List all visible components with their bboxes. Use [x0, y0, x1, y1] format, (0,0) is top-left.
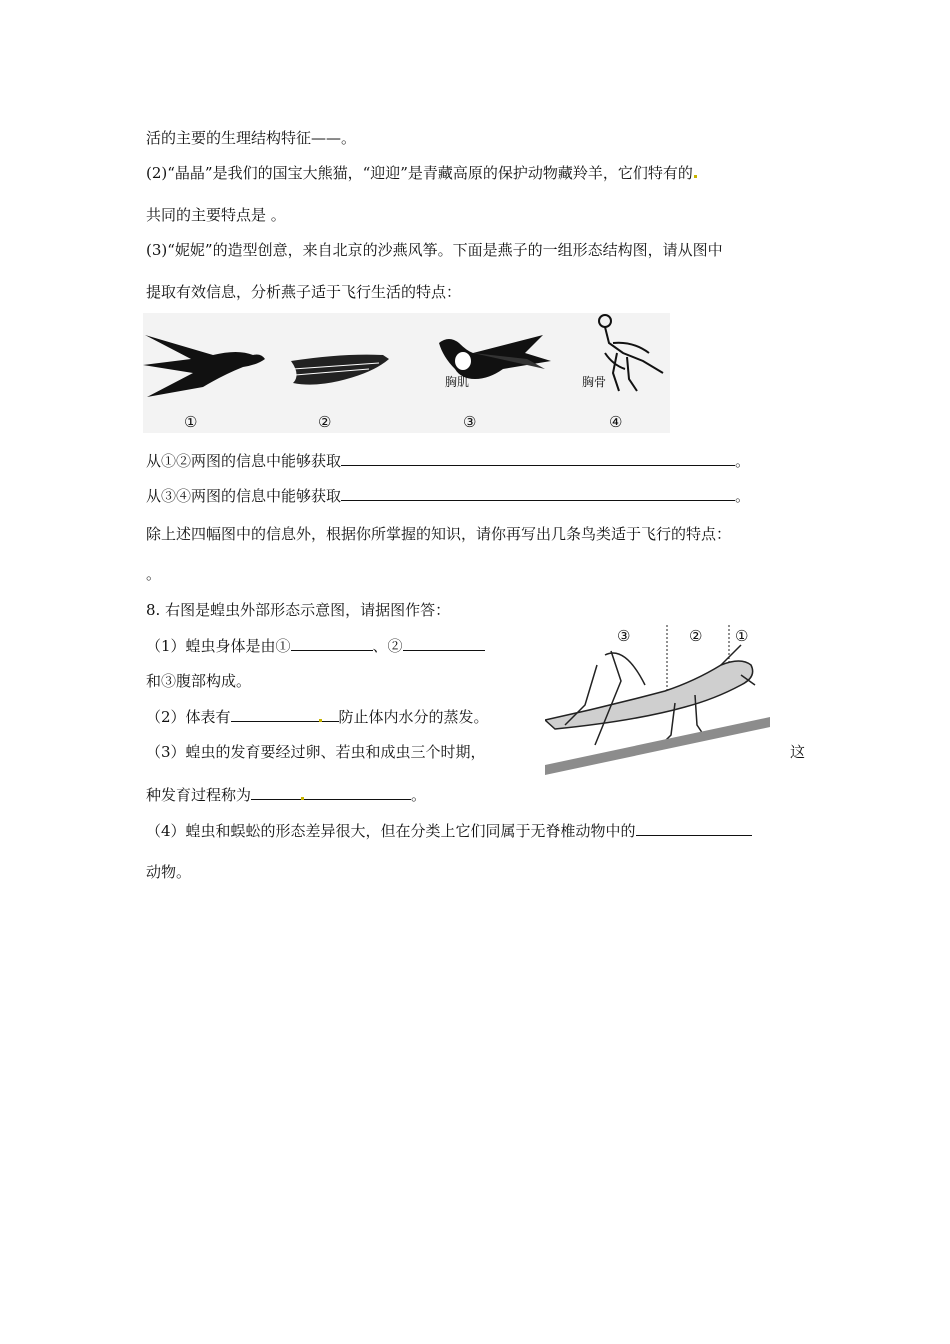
development-blank[interactable] [251, 785, 411, 800]
fig-label-thorax: ② [689, 627, 703, 645]
q7-line-9: 。 [146, 565, 162, 583]
q8-part-1 [146, 636, 485, 656]
q8-part-3-end: 这 [790, 743, 806, 761]
fig-label-head: ① [735, 627, 749, 645]
q8-part-3: （3）蝗虫的发育要经过卵、若虫和成虫三个时期， [146, 743, 486, 761]
grasshopper-figure [545, 625, 770, 775]
q7-line-1: 活的主要的生理结构特征——。 [146, 129, 357, 147]
q8-part-1-cont: 和③腹部构成。 [146, 672, 252, 690]
q7-answer-2 [146, 486, 750, 506]
q7-line-8: 除上述四幅图中的信息外，根据你所掌握的知识，请你再写出几条鸟类适于飞行的特点： [146, 525, 732, 543]
exoskeleton-blank[interactable] [231, 707, 339, 722]
fig-label-3: ③ [463, 413, 477, 431]
q8-part-3-cont [146, 785, 426, 805]
q8-part-2-text-b: 防止体内水分的蒸发。 [338, 708, 489, 726]
q7-answer-1-end: 。 [735, 452, 751, 470]
q8-part-3-text-c: 种发育过程称为 [146, 786, 252, 804]
mark-dot [319, 719, 322, 722]
q8-part-4-text-a: （4）蝗虫和蜈蚣的形态差异很大，但在分类上它们同属于无脊椎动物中的 [146, 822, 636, 840]
q8-part-1-text-a: （1）蝗虫身体是由① [146, 637, 291, 655]
fig-label-1: ① [184, 413, 198, 431]
skeleton-icon [599, 315, 663, 391]
mark-dot [694, 175, 697, 178]
q7-answer-1 [146, 451, 750, 471]
q7-line-3: 共同的主要特点是 。 [146, 206, 286, 224]
head-blank[interactable] [291, 636, 373, 651]
thorax-blank[interactable] [403, 636, 485, 651]
q8-part-1-text-b: 、② [372, 637, 403, 655]
wing-icon [291, 355, 389, 385]
fig-label-4: ④ [609, 413, 623, 431]
fig-label-2: ② [318, 413, 332, 431]
q7-line-5: 提取有效信息，分析燕子适于飞行生活的特点： [146, 283, 462, 301]
phylum-blank[interactable] [636, 821, 752, 836]
q7-line-2 [146, 163, 698, 183]
q8-part-3-text-d: 。 [411, 786, 427, 804]
chest-muscle-label: 胸肌 [445, 375, 470, 389]
sternum-label: 胸骨 [582, 375, 607, 389]
q8-part-2 [146, 707, 489, 727]
q7-line-2-text: (2)“晶晶”是我们的国宝大熊猫，“迎迎”是青藏高原的保护动物藏羚羊，它们特有的 [146, 164, 693, 182]
q7-answer-1-prompt: 从①②两图的信息中能够获取 [146, 452, 342, 470]
answer-1-blank[interactable] [341, 451, 735, 466]
answer-2-blank[interactable] [341, 486, 735, 501]
fig-label-abdomen: ③ [617, 627, 631, 645]
mark-dot [301, 797, 304, 800]
q7-answer-2-end: 。 [735, 487, 751, 505]
q8-part-4-cont: 动物。 [146, 863, 192, 881]
grasshopper-illustration [545, 625, 770, 775]
q8-part-4 [146, 821, 752, 841]
q7-answer-2-prompt: 从③④两图的信息中能够获取 [146, 487, 342, 505]
swallow-figure [143, 313, 670, 433]
swallow-flight-icon [143, 335, 265, 397]
q8-title: 8. 右图是蝗虫外部形态示意图，请据图作答： [146, 601, 451, 619]
q8-part-2-text-a: （2）体表有 [146, 708, 231, 726]
q7-line-4: (3)“妮妮”的造型创意，来自北京的沙燕风筝。下面是燕子的一组形态结构图，请从图中 [146, 241, 723, 259]
